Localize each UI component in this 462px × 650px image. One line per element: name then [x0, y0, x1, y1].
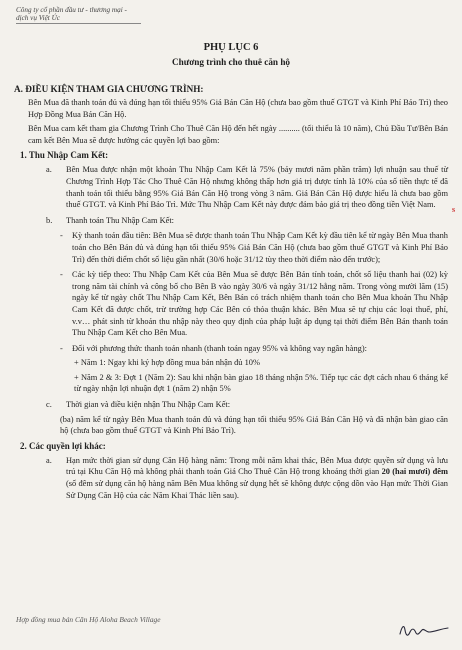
section-1-item-c-detail: (ba) năm kể từ ngày Bên Mua thanh toán đủ và đúng hạn tối thiểu 95% Giá Bán Căn Hộ và đã nhận bàn giao căn hộ (chưa bao gồm thuế GTGT và Kinh Phí Bảo Trì).	[60, 414, 448, 436]
appendix-title: PHỤ LỤC 6	[203, 42, 259, 53]
bullet-marker: -	[60, 343, 63, 353]
item-text: Bên Mua được nhận một khoản Thu Nhập Cam Kết là 75% (bảy mươi năm phần trăm) lợi nhuận sau thuế từ Chương Trình Hợp Tác Cho Thuê Căn Hộ nhưng không thấp hơn giá trị được tính là 10% của số tiền thực tế đã thanh toán tối thiểu bằng 95% Giá Bán Căn Hộ trong vòng 3 năm. Giá Bán Căn Hộ được hiểu là chưa bao gồm thuế GTGT. và Kinh Phí Bảo Trì. Mức Thu Nhập Cam Kết này được đảm bảo giá trị theo đồng tiền Việt Nam.	[66, 165, 448, 210]
item-marker: a.	[46, 455, 52, 465]
company-header: Công ty cổ phần đầu tư - thương mại - dịch vụ Việt Úc	[16, 6, 141, 24]
section-2-heading: 2. Các quyền lợi khác:	[20, 440, 106, 451]
item-marker: a.	[46, 165, 52, 175]
item-text	[66, 455, 448, 501]
section-1-item-a	[46, 164, 448, 210]
section-1-b-bullet-3	[60, 343, 448, 355]
item-text: Thanh toán Thu Nhập Cam Kết:	[66, 215, 174, 225]
section-a-heading: A. ĐIỀU KIỆN THAM GIA CHƯƠNG TRÌNH:	[14, 84, 204, 94]
signature-icon	[396, 620, 450, 642]
section-1-b-bullet-2	[60, 269, 448, 339]
item-text: Thời gian và điều kiện nhận Thu Nhập Cam Kết:	[66, 400, 231, 410]
item-marker: b.	[46, 215, 53, 225]
section-2-item-a	[46, 455, 448, 501]
item-text-bold: 20 (hai mươi) đêm	[381, 467, 448, 477]
item-text-part-2: (số đêm sử dụng căn hộ hàng năm Bên Mua không sử dụng hết sẽ không được cộng dồn vào Hạn mức Thời Gian Sử Dụng Căn Hộ của các Năm Khai Thác liền sau).	[66, 479, 448, 500]
margin-mark: s	[452, 205, 456, 214]
bullet-text: Kỳ thanh toán đầu tiên: Bên Mua sẽ được thanh toán Thu Nhập Cam Kết kỳ đầu tiên kể từ ngày Bên Mua thanh toán cho Bên Bán đủ và đúng hạn tối thiểu 95% Giá Bán Căn Hộ (chưa bao gồm thuế GTGT và Kinh Phí Bảo Trì) đến thời điểm chốt số liệu gần nhất (30/6 hoặc 31/12 tùy theo thời điểm nào đến trước);	[72, 231, 448, 264]
section-1-item-b	[46, 215, 448, 227]
section-1-heading: 1. Thu Nhập Cam Kết:	[20, 150, 109, 161]
section-a-paragraph-2: Bên Mua cam kết tham gia Chương Trình Cho Thuê Căn Hộ đến hết ngày .......... (tối thiểu là 10 năm), Chủ Đầu Tư/Bên Bán cam kết Bên Mua sẽ được hưởng các quyền lợi bao gồm:	[28, 124, 448, 145]
bullet-marker: -	[60, 231, 63, 241]
bullet-text: Các kỳ tiếp theo: Thu Nhập Cam Kết của Bên Mua sẽ được Bên Bán tính toán, chốt số liệu thanh hai (02) kỳ trong năm tài chính và công bố cho Bên B vào ngày 30/6 và ngày 31/12 hằng năm. Trong vòng mười lăm (15) ngày kể từ ngày chốt Thu Nhập Cam Kết, Bên Bán có trách nhiệm thanh toán cho Bên Mua khoản Thu Nhập Cam Kết đã được chốt, trừ trường hợp Các Bên có thỏa thuận khác. Bên Mua sẽ tự chịu các loại thuế, phí, v.v… phát sinh từ khoản thu nhập này theo quy định của pháp luật áp dụng tại thời điểm Bên Bán thanh toán Thu Nhập Cam Kết cho Bên Mua.	[72, 270, 448, 338]
section-a-paragraph-1: Bên Mua đã thanh toán đủ và đúng hạn tối thiểu 95% Giá Bán Căn Hộ (chưa bao gồm thuế GTGT và Kinh Phí Bảo Trì) theo Hợp Đồng Mua Bán Căn Hộ.	[28, 98, 448, 119]
fast-payment-year-1: + Năm 1: Ngay khi ký hợp đồng mua bán nhận đủ 10%	[74, 358, 260, 368]
bullet-marker: -	[60, 270, 63, 280]
appendix-subtitle: Chương trình cho thuê căn hộ	[171, 57, 291, 67]
bullet-text: Đối với phương thức thanh toán nhanh (thanh toán ngay 95% và không vay ngân hàng):	[72, 343, 367, 353]
section-1-item-c	[46, 399, 448, 411]
fast-payment-year-2-3: + Năm 2 & 3: Đợt 1 (Năm 2): Sau khi nhận bàn giao 18 tháng nhận 5%. Tiếp tục các đợt cách nhau 6 tháng kể từ ngày nhận lợi nhuận đợt 1 (năm 2) nhận 5%	[74, 372, 448, 394]
item-marker: c.	[46, 400, 52, 410]
section-1-b-bullet-1	[60, 230, 448, 265]
footer-project-name: Hợp đồng mua bán Căn Hộ Aloha Beach Village	[16, 615, 161, 624]
item-text-part-1: Hạn mức thời gian sử dụng Căn Hộ hàng năm: Trong mỗi năm khai thác, Bên Mua được quyền sử dụng và lưu trú tại Khu Căn Hộ mà không phải thanh toán Giá Cho Thuê Căn Hộ trong khoảng thời gian	[66, 455, 448, 477]
